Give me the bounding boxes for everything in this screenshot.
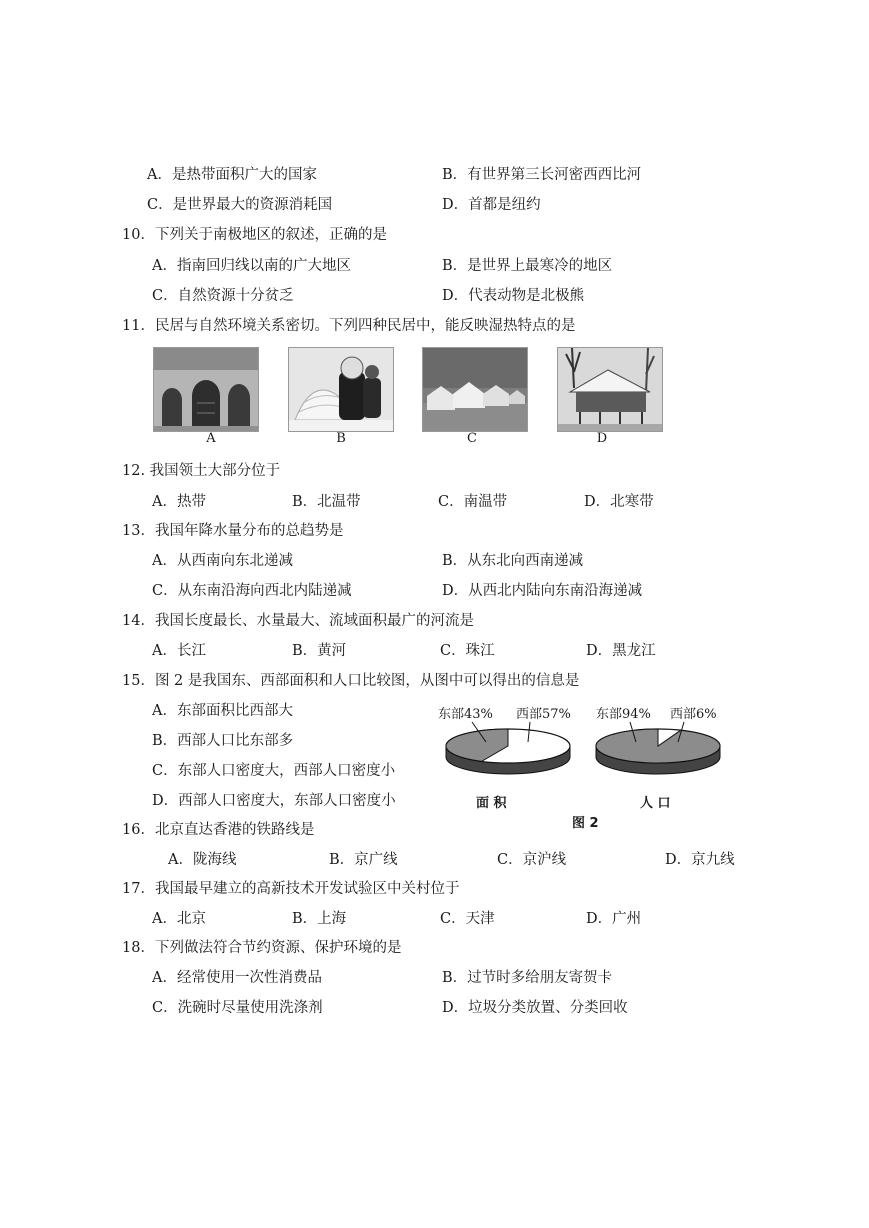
photo-caption-c: C: [467, 431, 477, 446]
q12-stem: 12. 我国领土大部分位于: [122, 463, 281, 479]
photo-igloo: [288, 347, 394, 432]
q12-option-d: D．北寒带: [584, 494, 654, 510]
q14-option-d: D．黑龙江: [586, 643, 656, 659]
q10-option-b: B．是世界上最寒冷的地区: [442, 258, 613, 274]
figure-2: [430, 706, 730, 836]
q15-option-a: A．东部面积比西部大: [152, 703, 293, 719]
q14-option-b: B．黄河: [292, 643, 347, 659]
photo-caption-a: A: [206, 431, 216, 446]
q17-option-a: A．北京: [152, 911, 206, 927]
q9-option-d: D．首都是纽约: [442, 197, 541, 213]
q13-option-c: C．从东南沿海向西北内陆递减: [152, 583, 352, 599]
q14-option-c: C．珠江: [440, 643, 495, 659]
q10-option-c: C．自然资源十分贫乏: [152, 288, 294, 304]
figure-caption: 图 2: [572, 816, 599, 831]
q15-option-d: D．西部人口密度大，东部人口密度小: [152, 793, 396, 809]
q10-option-d: D．代表动物是北极熊: [442, 288, 585, 304]
q9-option-b: B．有世界第三长河密西西比河: [442, 167, 642, 183]
photo-caption-b: B: [336, 431, 346, 446]
pie-1-title: 面 积: [476, 796, 507, 811]
q18-stem: 18．下列做法符合节约资源、保护环境的是: [122, 940, 402, 956]
q16-option-d: D．京九线: [665, 852, 735, 868]
q18-option-c: C．洗碗时尽量使用洗涤剂: [152, 1000, 323, 1016]
q18-option-d: D．垃圾分类放置、分类回收: [442, 1000, 628, 1016]
q17-option-c: C．天津: [440, 911, 495, 927]
pie-2-title: 人 口: [640, 796, 671, 811]
q11-stem: 11．民居与自然环境关系密切。下列四种民居中，能反映湿热特点的是: [122, 318, 576, 334]
q13-option-d: D．从西北内陆向东南沿海递减: [442, 583, 643, 599]
pie-2-label-east: 东部94%: [596, 707, 651, 722]
pie-2-label-west: 西部6%: [670, 707, 717, 722]
pie-1-label-west: 西部57%: [516, 707, 571, 722]
q15-stem: 15．图 2 是我国东、西部面积和人口比较图，从图中可以得出的信息是: [122, 673, 580, 689]
q12-option-a: A．热带: [152, 494, 206, 510]
q10-stem: 10．下列关于南极地区的叙述，正确的是: [122, 227, 387, 243]
photo-yurt: [422, 347, 528, 432]
photo-caption-d: D: [596, 431, 608, 446]
q16-option-c: C．京沪线: [497, 852, 567, 868]
photo-cave-dwelling: [153, 347, 259, 432]
q14-stem: 14．我国长度最长、水量最大、流域面积最广的河流是: [122, 613, 474, 629]
q15-option-c: C．东部人口密度大，西部人口密度小: [152, 763, 396, 779]
q12-option-c: C．南温带: [438, 494, 508, 510]
q14-option-a: A．长江: [152, 643, 206, 659]
q13-option-a: A．从西南向东北递减: [152, 553, 293, 569]
pie-1-label-east: 东部43%: [438, 707, 493, 722]
q16-option-b: B．京广线: [329, 852, 398, 868]
q16-stem: 16．北京直达香港的铁路线是: [122, 822, 315, 838]
q12-option-b: B．北温带: [292, 494, 361, 510]
q17-option-b: B．上海: [292, 911, 347, 927]
q16-option-a: A．陇海线: [168, 852, 237, 868]
photo-stilt-house: [557, 347, 663, 432]
q17-option-d: D．广州: [586, 911, 642, 927]
q18-option-b: B．过节时多给朋友寄贺卡: [442, 970, 613, 986]
q9-option-c: C．是世界最大的资源消耗国: [147, 197, 333, 213]
q15-option-b: B．西部人口比东部多: [152, 733, 294, 749]
q17-stem: 17．我国最早建立的高新技术开发试验区中关村位于: [122, 881, 460, 897]
q18-option-a: A．经常使用一次性消费品: [152, 970, 322, 986]
q10-option-a: A．指南回归线以南的广大地区: [152, 258, 351, 274]
q13-option-b: B．从东北向西南递减: [442, 553, 584, 569]
pie-2-slice-east: [596, 729, 720, 763]
q9-option-a: A．是热带面积广大的国家: [147, 167, 317, 183]
pie-charts: [430, 706, 730, 806]
q13-stem: 13．我国年降水量分布的总趋势是: [122, 523, 344, 539]
